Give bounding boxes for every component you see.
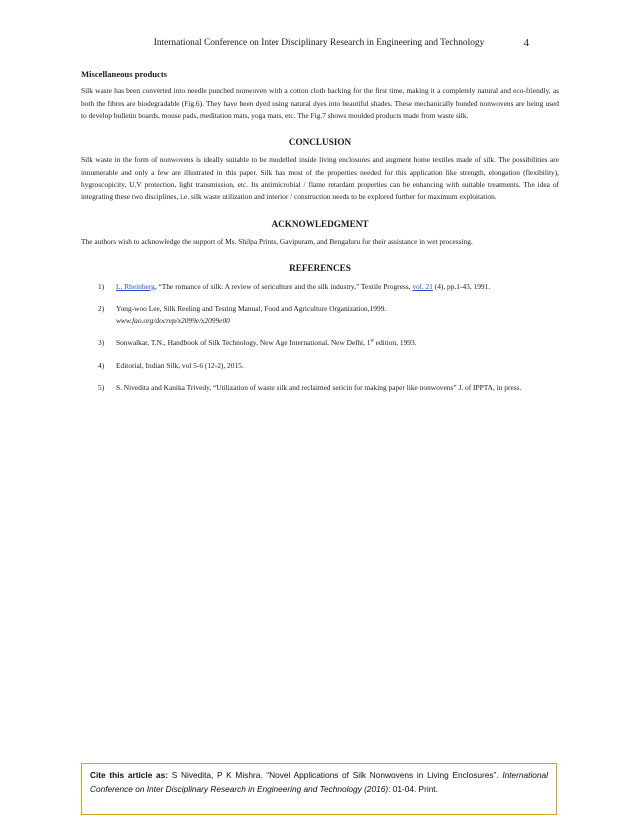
reference-author-link[interactable]: L. Rheinberg <box>116 281 155 291</box>
reference-text: Sonwalkar, T.N., Handbook of Silk Technology, New Age International, New Delhi, 1 <box>116 338 371 348</box>
reference-text: , “The romance of silk: A review of sericulture and the silk industry,” Textile Progress, <box>154 281 413 291</box>
reference-text: Yong-woo Lee, Silk Reeling and Testing Manual, Food and Agriculture Organization,1999. <box>116 303 387 313</box>
acknowledgment-heading: ACKNOWLEDGMENT <box>271 218 369 229</box>
references-heading: REFERENCES <box>289 263 351 274</box>
reference-item <box>81 281 559 293</box>
reference-item <box>81 303 559 328</box>
acknowledgment-paragraph: The authors wish to acknowledge the support of Ms. Shilpa Prints, Gavipuram, and Bengaluru for their assistance in wet processing. <box>81 236 473 246</box>
reference-number: 1) <box>98 281 105 291</box>
citation-label: Cite this article as: <box>90 770 169 780</box>
reference-number: 3) <box>98 338 105 348</box>
reference-text: edition, 1993. <box>373 338 417 348</box>
references-list <box>81 281 559 395</box>
reference-url: www.fao.org/docrep/x2099e/x2099e00 <box>116 316 230 326</box>
citation-tail: : 01-04. Print. <box>388 783 438 794</box>
citation-journal: International Conference on Inter Disciplinary Research in Engineering and Technology (2016) <box>90 770 548 794</box>
reference-item <box>81 337 559 349</box>
reference-item <box>81 382 559 394</box>
reference-superscript: st <box>370 338 374 344</box>
running-header <box>0 38 638 48</box>
reference-volume-link[interactable]: vol. 21 <box>412 281 433 291</box>
main-content <box>81 68 559 404</box>
citation-box <box>81 763 557 815</box>
conclusion-paragraph: Silk waste in the form of nonwovens is ideally suitable to be modelled inside living enclosures and augment home textiles made of silk. The possibilities are innumerable and only a few are illustrated in this paper. Silk has most of the properties needed for this application like strength, elongation (flexibility), hygroscopicity, U.V protection, light transmission, etc. Its antimicrobial / flame retardant properties can be enhancing with suitable treatments. The idea of integrating these two disciplines, i.e. silk waste utilization and interior / construction needs to be explored further for maximum exploitation. <box>81 155 559 202</box>
misc-heading: Miscellaneous products <box>81 69 168 79</box>
reference-text: Editorial, Indian Silk, vol 5-6 (12-2), 2015. <box>116 360 244 370</box>
conclusion-heading: CONCLUSION <box>288 137 352 148</box>
reference-number: 4) <box>98 360 105 370</box>
reference-number: 2) <box>98 303 105 313</box>
reference-number: 5) <box>98 383 105 393</box>
misc-paragraph: Silk waste has been converted into needle punched nonwoven with a cotton cloth backing for the first time, making it a completely natural and eco-friendly, as both the fibres are biodegradable (Fig.6). They have been dyed using natural dyes into beautiful shades. These mechanically bonded nonwovens are being used to develop bulletin boards, mouse pads, meditation mats, yoga mats, etc. The Fig.7 shows moulded products made from waste silk. <box>81 86 559 120</box>
reference-text: S. Nivedita and Kanika Trivedy, “Utilization of waste silk and reclaimed sericin for making paper like nonwovens” J. of IPPTA, in press. <box>116 383 522 393</box>
page-number: 4 <box>523 37 529 49</box>
reference-item <box>81 360 559 372</box>
reference-text: (4), pp.1-43, 1991. <box>432 281 491 291</box>
running-title: International Conference on Inter Disciplinary Research in Engineering and Technology <box>153 38 485 48</box>
citation-authors-title: S Nivedita, P K Mishra. “Novel Applications of Silk Nonwovens in Living Enclosures”. <box>168 770 503 780</box>
